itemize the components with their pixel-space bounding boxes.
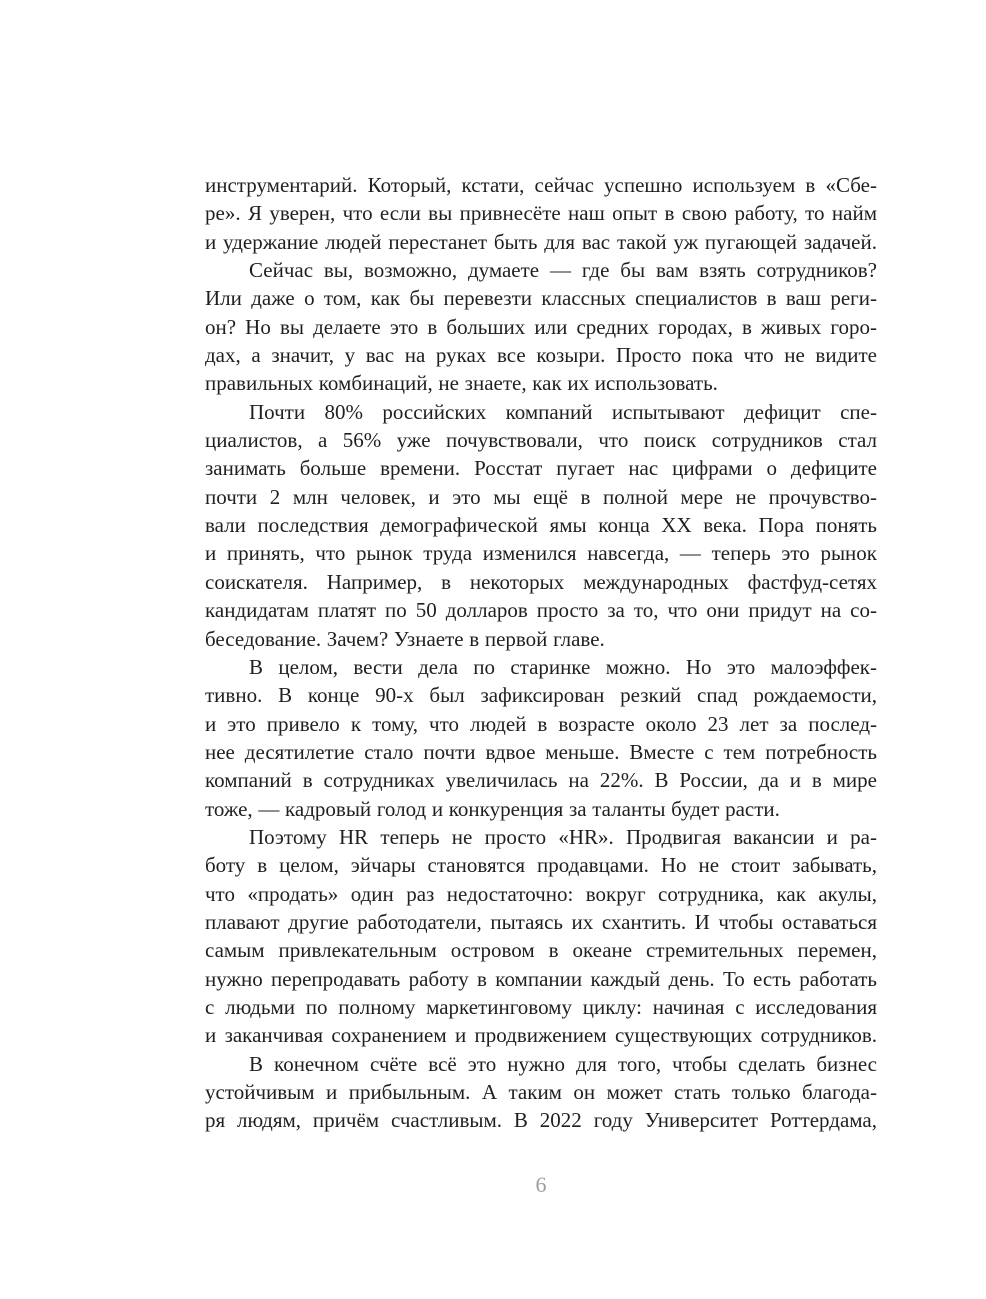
paragraph — [205, 823, 877, 1050]
text-line: нужно перепродавать работу в компании каждый день. То есть работать — [205, 966, 877, 991]
text-line: тоже, — кадровый голод и конкуренция за таланты будет расти. — [205, 796, 780, 821]
text-line: нее десятилетие стало почти вдвое меньше. Вместе с тем потребность — [205, 739, 877, 764]
text-line: циалистов, а 56% уже почувствовали, что поиск сотрудников стал — [205, 428, 877, 453]
paragraph — [205, 1050, 877, 1135]
text-line: Сейчас вы, возможно, думаете — где бы вам взять сотрудников? — [249, 258, 877, 283]
text-line: компаний в сотрудниках увеличилась на 22%. В России, да и в мире — [205, 768, 877, 793]
paragraph — [205, 256, 877, 398]
text-line: и это привело к тому, что людей в возрасте около 23 лет за послед- — [205, 711, 877, 736]
text-line: тивно. В конце 90-х был зафиксирован резкий спад рождаемости, — [205, 683, 877, 708]
text-line: беседование. Зачем? Узнаете в первой главе. — [205, 626, 605, 651]
text-line: вали последствия демографической ямы конца XX века. Пора понять — [205, 513, 877, 538]
text-line: В целом, вести дела по старинке можно. Но это малоэффек- — [249, 654, 877, 679]
text-line: кандидатам платят по 50 долларов просто за то, что они придут на со- — [205, 598, 877, 623]
text-line: боту в целом, эйчары становятся продавцами. Но не стоит забывать, — [205, 853, 877, 878]
text-line: что «продать» один раз недостаточно: вокруг сотрудника, как акулы, — [205, 881, 877, 906]
text-line: соискателя. Например, в некоторых международных фастфуд-сетях — [205, 569, 877, 594]
text-line: почти 2 млн человек, и это мы ещё в полной мере не прочувство- — [205, 484, 877, 509]
paragraph — [205, 653, 877, 823]
text-line: самым привлекательным островом в океане стремительных перемен, — [205, 938, 877, 963]
text-line: с людьми по полному маркетинговому циклу: начиная с исследования — [205, 994, 877, 1019]
text-line: правильных комбинаций, не знаете, как их использовать. — [205, 371, 718, 396]
text-line: В конечном счёте всё это нужно для того, чтобы сделать бизнес — [249, 1051, 877, 1076]
text-line: дах, а значит, у вас на руках все козыри. Просто пока что не видите — [205, 343, 877, 368]
text-line: и принять, что рынок труда изменился навсегда, — теперь это рынок — [205, 541, 877, 566]
paragraph — [205, 171, 877, 256]
text-line: занимать больше времени. Росстат пугает нас цифрами о дефиците — [205, 456, 877, 481]
text-line: инструментарий. Который, кстати, сейчас успешно используем в «Сбе- — [205, 173, 877, 197]
paragraph — [205, 398, 877, 653]
text-line: Поэтому HR теперь не просто «HR». Продвигая вакансии и ра- — [249, 824, 877, 849]
text-line: устойчивым и прибыльным. А таким он может стать только благода- — [205, 1080, 877, 1104]
text-line: он? Но вы делаете это в больших или средних городах, в живых горо- — [205, 314, 877, 339]
page-text — [205, 171, 877, 1135]
text-line: ре». Я уверен, что если вы привнесёте наш опыт в свою работу, то найм — [205, 201, 877, 226]
text-line: Или даже о том, как бы перевезти классных специалистов в ваш реги- — [205, 286, 877, 311]
text-line: ря людям, причём счастливым. В 2022 году Университет Роттердама, — [205, 1108, 877, 1133]
page-number: 6 — [535, 1172, 547, 1197]
text-line: плавают другие работодатели, пытаясь их схантить. И чтобы оставаться — [205, 909, 877, 934]
text-line: Почти 80% российских компаний испытывают дефицит спе- — [249, 399, 877, 424]
text-line: и заканчивая сохранением и продвижением существующих сотрудников. — [205, 1023, 877, 1048]
text-line: и удержание людей перестанет быть для вас такой уж пугающей задачей. — [205, 229, 877, 254]
